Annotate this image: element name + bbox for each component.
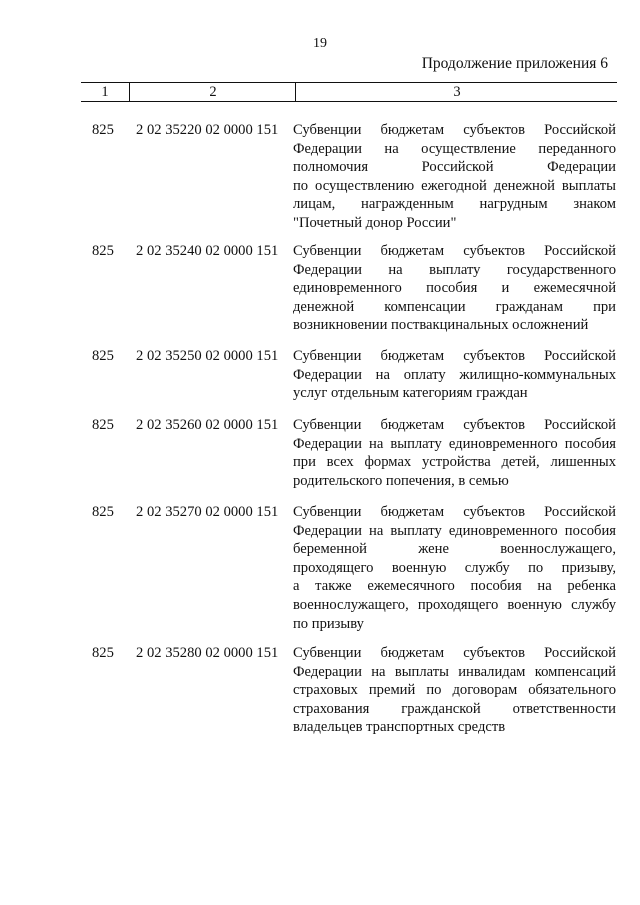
- description-cell: [293, 416, 616, 490]
- description-line: а также ежемесячного пособия на ребенка: [293, 578, 616, 595]
- description-line: Субвенции бюджетам субъектов Российской: [293, 243, 616, 259]
- admin-code-cell: 825: [92, 243, 114, 259]
- description-line: единовременного пособия и ежемесячной: [293, 280, 616, 297]
- description-line: Субвенции бюджетам субъектов Российской: [293, 417, 616, 433]
- description-line: беременной жене военнослужащего,: [293, 541, 616, 558]
- description-line: Федерации на выплаты инвалидам компенсаций: [293, 663, 616, 680]
- table-header-row: [81, 82, 617, 102]
- description-line: Федерации на оплату жилищно-коммунальных: [293, 366, 616, 383]
- description-line: возникновении поствакцинальных осложнений: [293, 317, 589, 334]
- description-line: по осуществлению ежегодной денежной выплаты: [293, 177, 616, 194]
- description-line: "Почетный донор России": [293, 214, 457, 231]
- description-cell: [293, 242, 616, 335]
- description-line: денежной компенсации гражданам при: [293, 298, 616, 315]
- description-cell: [293, 121, 616, 233]
- budget-classification-code-cell: 2 02 35220 02 0000 151: [136, 122, 279, 138]
- budget-classification-code-cell: 2 02 35260 02 0000 151: [136, 417, 279, 433]
- description-cell: [293, 347, 616, 403]
- description-line: проходящего военную службу по призыву,: [293, 559, 616, 576]
- description-line: Субвенции бюджетам субъектов Российской: [293, 122, 616, 138]
- description-line: Федерации на выплату единовременного пособия: [293, 435, 616, 452]
- description-line: Федерации на выплату государственного: [293, 261, 616, 278]
- column-header-3: 3: [295, 83, 618, 101]
- description-line: Субвенции бюджетам субъектов Российской: [293, 504, 616, 520]
- admin-code-cell: 825: [92, 122, 114, 138]
- column-header-1: 1: [101, 84, 109, 100]
- description-line: Субвенции бюджетам субъектов Российской: [293, 645, 616, 661]
- admin-code-cell: 825: [92, 348, 114, 364]
- budget-classification-code-cell: 2 02 35270 02 0000 151: [136, 504, 279, 520]
- description-cell: [293, 644, 616, 737]
- description-line: владельцев транспортных средств: [293, 719, 506, 736]
- description-line: при всех формах устройства детей, лишенных: [293, 454, 616, 471]
- description-line: Федерации на осуществление переданного: [293, 140, 616, 157]
- description-line: услуг отдельным категориям граждан: [293, 385, 528, 402]
- description-line: Субвенции бюджетам субъектов Российской: [293, 348, 616, 364]
- budget-classification-code-cell: 2 02 35280 02 0000 151: [136, 645, 279, 661]
- description-line: родительского попечения, в семью: [293, 472, 509, 489]
- description-line: военнослужащего, проходящего военную службу: [293, 596, 616, 613]
- budget-classification-code-cell: 2 02 35250 02 0000 151: [136, 348, 279, 364]
- admin-code-cell: 825: [92, 645, 114, 661]
- description-line: страхования гражданской ответственности: [293, 700, 616, 717]
- description-line: лицам, награжденным нагрудным знаком: [293, 196, 616, 213]
- budget-classification-code-cell: 2 02 35240 02 0000 151: [136, 243, 279, 259]
- description-line: страховых премий по договорам обязательного: [293, 682, 616, 699]
- description-line: Федерации на выплату единовременного пособия: [293, 522, 616, 539]
- description-cell: [293, 503, 616, 633]
- appendix-continuation-label: Продолжение приложения 6: [421, 55, 608, 72]
- description-line: по призыву: [293, 615, 364, 632]
- page-number: 19: [313, 36, 327, 51]
- admin-code-cell: 825: [92, 504, 114, 520]
- column-header-2: 2: [129, 83, 296, 101]
- description-line: полномочия Российской Федерации: [293, 159, 616, 176]
- admin-code-cell: 825: [92, 417, 114, 433]
